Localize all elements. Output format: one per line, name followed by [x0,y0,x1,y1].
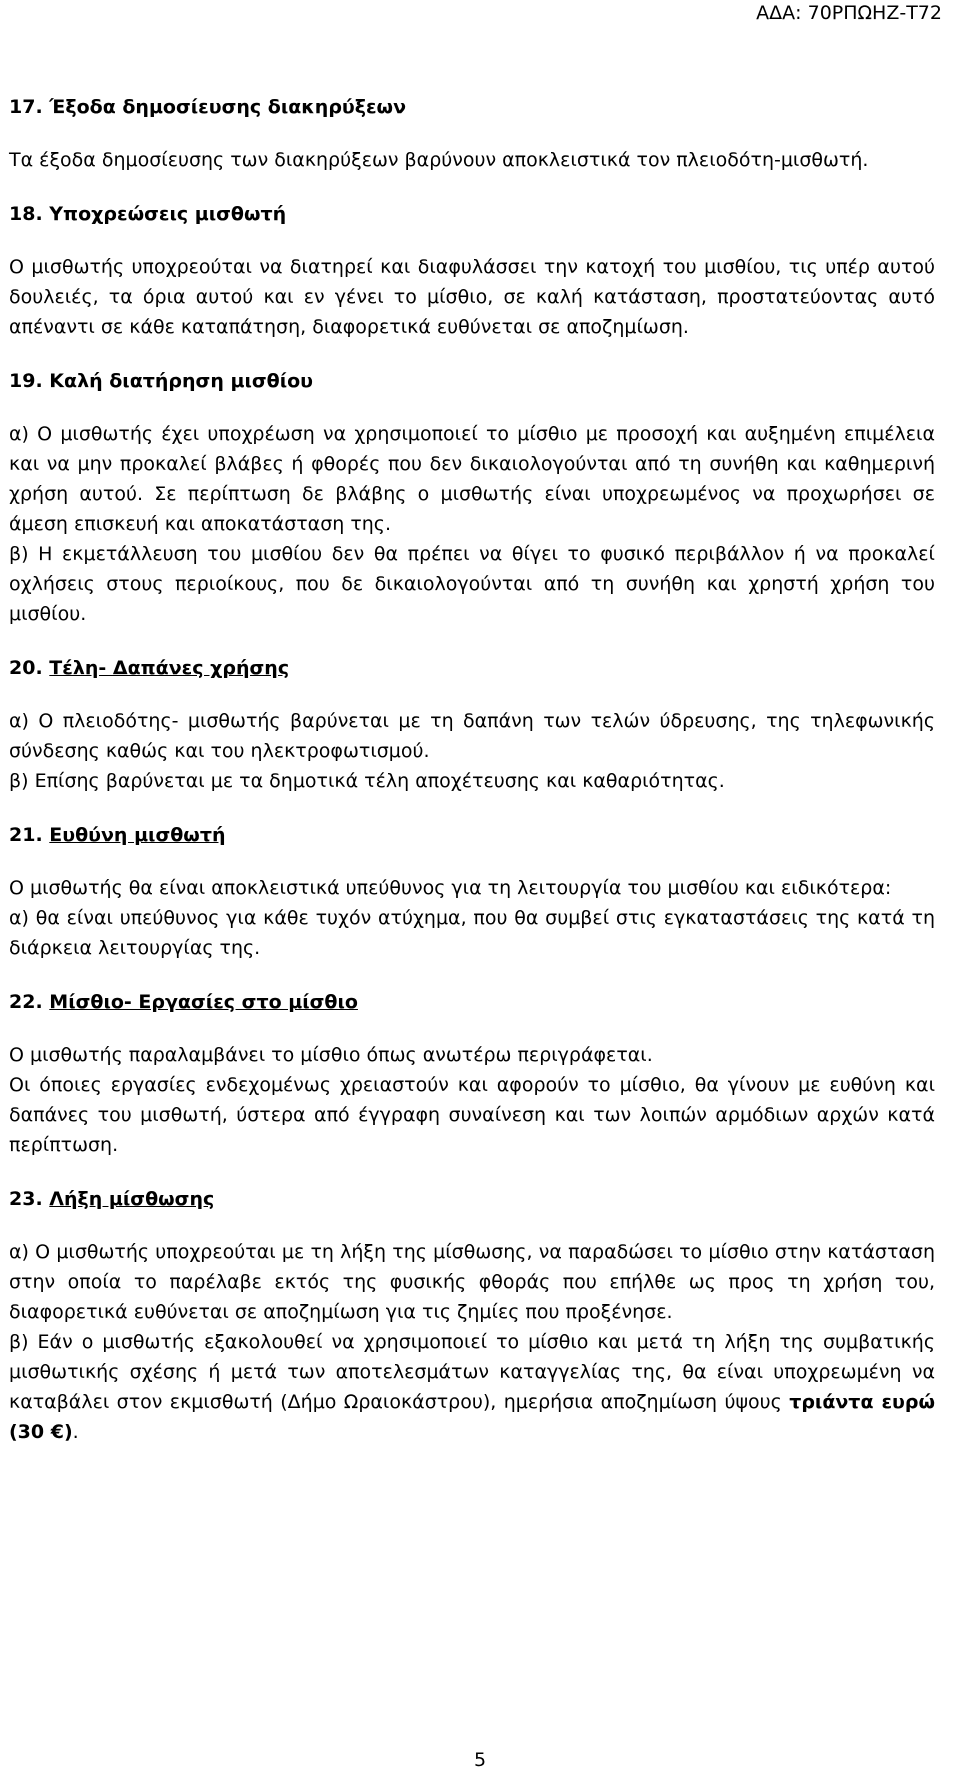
penalty-amount: τριάντα ευρώ (30 €) [9,1391,935,1443]
section-21-heading [9,820,935,850]
page-number: 5 [473,1749,487,1771]
section-number: 19. [9,370,43,392]
section-23-paragraph-a: α) Ο μισθωτής υποχρεούται με τη λήξη της μίσθωσης, να παραδώσει το μίσθιο στην κατάσταση στην οποία το παρέλαβε εκτός της φυσικής φθοράς που επήλθε ως προς τη χρήση του, διαφορετικά ευθύνεται σε αποζημίωση για τις ζημίες που προξένησε. [9,1241,935,1323]
section-number: 18. [9,203,43,225]
section-21-paragraph-intro: Ο μισθωτής θα είναι αποκλειστικά υπεύθυνος για τη λειτουργία του μισθίου και ειδικότερα: [9,877,892,899]
section-22-heading [9,987,935,1017]
section-number: 22. [9,991,43,1013]
section-22-paragraph-1: Ο μισθωτής παραλαμβάνει το μίσθιο όπως ανωτέρω περιγράφεται. [9,1044,653,1066]
section-title: Λήξη μίσθωσης [49,1188,215,1210]
section-number: 17. [9,96,43,118]
section-20-paragraph-b: β) Επίσης βαρύνεται με τα δημοτικά τέλη αποχέτευσης και καθαριότητας. [9,770,725,792]
section-title: Ευθύνη μισθωτή [49,824,226,846]
section-18-heading [9,199,935,229]
section-title: Τέλη- Δαπάνες χρήσης [49,657,290,679]
section-21-paragraph-a: α) θα είναι υπεύθυνος για κάθε τυχόν ατύχημα, που θα συμβεί στις εγκαταστάσεις της κατά τη διάρκεια λειτουργίας της. [9,907,935,959]
section-19-paragraph-b: β) Η εκμετάλλευση του μισθίου δεν θα πρέπει να θίγει το φυσικό περιβάλλον ή να προκαλεί οχλήσεις στους περιοίκους, που δε δικαιολογούνται από τη συνήθη και χρηστή χρήση του μισθίου. [9,543,935,625]
section-19-heading [9,366,935,396]
section-title: Καλή διατήρηση μισθίου [49,370,313,392]
section-title: Υποχρεώσεις μισθωτή [49,203,287,225]
section-number: 23. [9,1188,43,1210]
section-20-paragraph-a: α) Ο πλειοδότης- μισθωτής βαρύνεται με τη δαπάνη των τελών ύδρευσης, της τηλεφωνικής σύνδεσης καθώς και του ηλεκτροφωτισμού. [9,710,935,762]
section-17-heading [9,92,935,122]
section-23-paragraph-b [9,1327,935,1447]
section-number: 20. [9,657,43,679]
section-title: Έξοδα δημοσίευσης διακηρύξεων [49,96,407,118]
section-18-paragraph: Ο μισθωτής υποχρεούται να διατηρεί και διαφυλάσσει την κατοχή του μισθίου, τις υπέρ αυτού δουλειές, τα όρια αυτού και εν γένει το μίσθιο, σε καλή κατάσταση, προστατεύοντας αυτό απέναντι σε κάθε καταπάτηση, διαφορετικά ευθύνεται σε αποζημίωση. [9,256,935,338]
section-title: Μίσθιο- Εργασίες στο μίσθιο [49,991,358,1013]
paragraph-end: . [72,1421,79,1443]
section-17-paragraph: Τα έξοδα δημοσίευσης των διακηρύξεων βαρύνουν αποκλειστικά τον πλειοδότη-μισθωτή. [9,149,869,171]
section-19-paragraph-a: α) Ο μισθωτής έχει υποχρέωση να χρησιμοποιεί το μίσθιο με προσοχή και αυξημένη επιμέλεια και να μην προκαλεί βλάβες ή φθορές που δεν δικαιολογούνται από τη συνήθη και καθημερινή χρήση αυτού. Σε περίπτωση δε βλάβης ο μισθωτής είναι υποχρεωμένος να προχωρήσει σε άμεση επισκευή και αποκατάσταση της. [9,423,935,535]
section-20-heading [9,653,935,683]
paragraph-text: β) Εάν ο μισθωτής εξακολουθεί να χρησιμοποιεί το μίσθιο και μετά τη λήξη της συμβατικής μισθωτικής σχέσης ή μετά των αποτελεσμάτων καταγγελίας της, θα είναι υποχρεωμένη να καταβάλει στον εκμισθωτή (Δήμο Ωραιοκάστρου), ημερήσια αποζημίωση ύψους [9,1331,935,1413]
ada-code: ΑΔΑ: 70ΡΠΩΗΖ-Τ72 [756,2,942,24]
section-23-heading [9,1184,935,1214]
section-number: 21. [9,824,43,846]
section-22-paragraph-2: Οι όποιες εργασίες ενδεχομένως χρειαστούν και αφορούν το μίσθιο, θα γίνουν με ευθύνη και δαπάνες του μισθωτή, ύστερα από έγγραφη συναίνεση και των λοιπών αρμόδιων αρχών κατά περίπτωση. [9,1074,935,1156]
document-body [9,92,935,1447]
